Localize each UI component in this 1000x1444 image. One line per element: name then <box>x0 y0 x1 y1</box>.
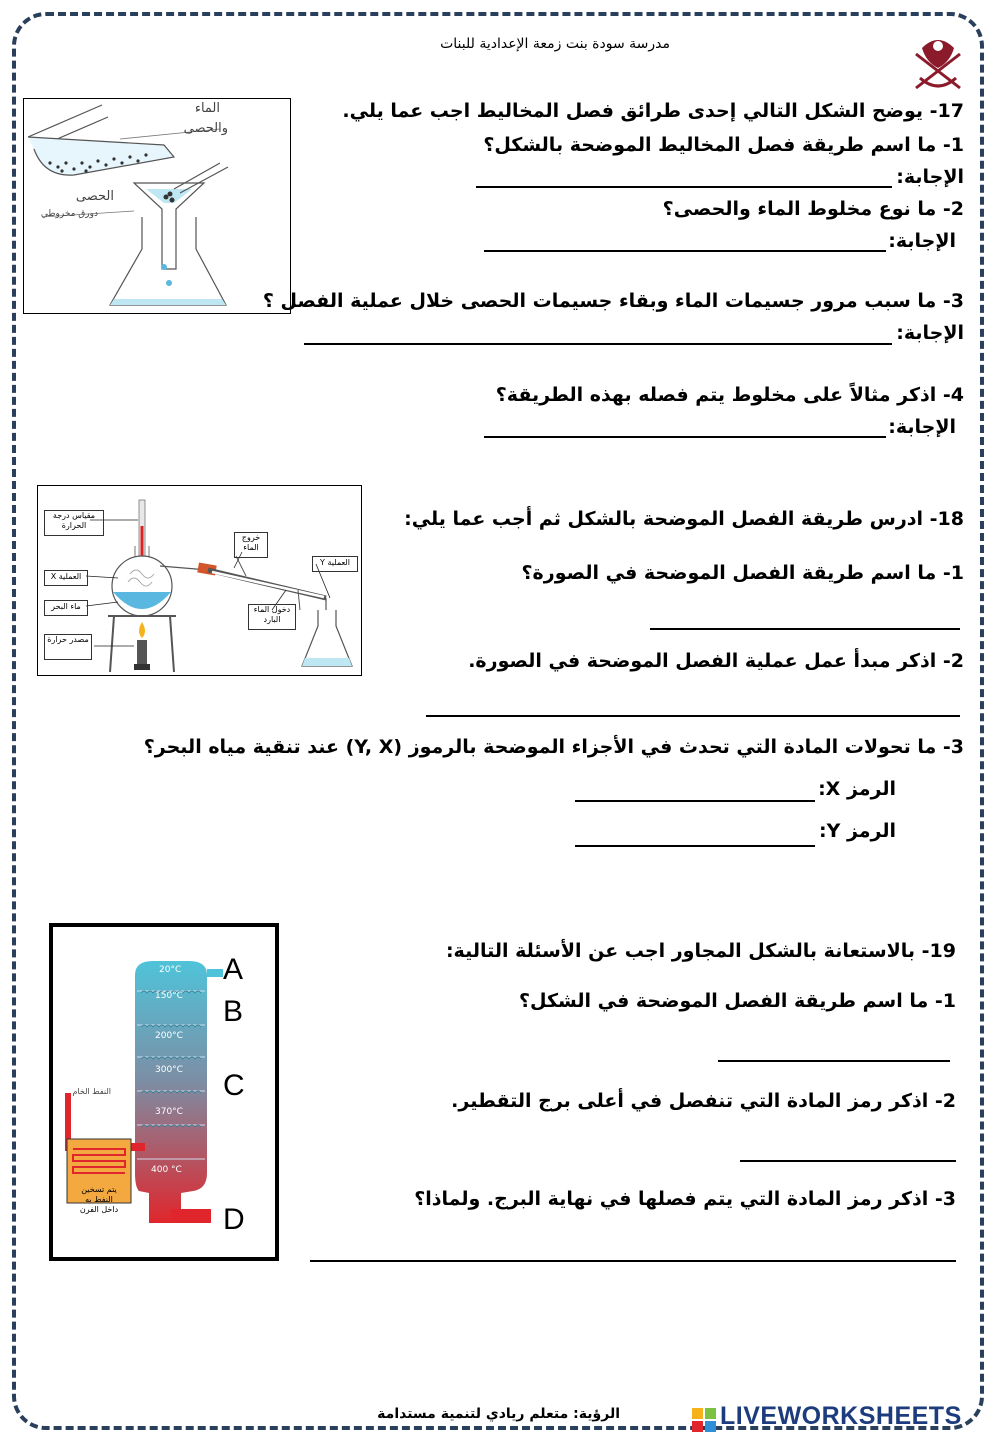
q17-s3-answer-line[interactable] <box>304 343 892 345</box>
q18-s1: 1- ما اسم طريقة الفصل الموضحة في الصورة؟ <box>521 562 964 584</box>
q17-s4-answer-label: الإجابة: <box>888 416 956 438</box>
label-water-gravel: والحصى <box>183 121 228 136</box>
q19-title: 19- بالاستعانة بالشكل المجاور اجب عن الأسئلة التالية: <box>445 940 956 962</box>
q18-s2-answer-line[interactable] <box>426 715 960 717</box>
label-furnace-1: يتم تسخين <box>81 1185 117 1194</box>
q17-s2-answer-line[interactable] <box>484 250 886 252</box>
fractional-distillation-figure <box>49 923 279 1261</box>
q18-s3: 3- ما تحولات المادة التي تحدث في الأجزاء الموضحة بالرموز (Y, X) عند تنقية مياه البحر؟ <box>143 736 964 758</box>
q17-s2-answer-label: الإجابة: <box>888 230 956 252</box>
letter-a: A <box>223 953 244 986</box>
label-furnace-2: النفط به <box>85 1195 113 1204</box>
distillation-figure <box>37 485 362 676</box>
q17-s3: 3- ما سبب مرور جسيمات الماء وبقاء جسيمات الحصى خلال عملية الفصل ؟ <box>262 290 964 312</box>
label-conical-flask: دورق مخروطي <box>40 209 98 219</box>
q17-s2: 2- ما نوع مخلوط الماء والحصى؟ <box>662 198 964 220</box>
q17-s1-answer-line[interactable] <box>476 186 892 188</box>
q19-s1-answer-line[interactable] <box>718 1060 950 1062</box>
temp-200: 200°C <box>155 1031 183 1041</box>
temp-20: 20°C <box>159 965 182 975</box>
q17-title: 17- يوضح الشكل التالي إحدى طرائق فصل المخاليط اجب عما يلي. <box>342 100 964 122</box>
temp-150: 150°C <box>155 991 183 1001</box>
label-sea-water: ماء البحر <box>44 600 88 616</box>
label-water-out: خروج الماء <box>234 532 268 558</box>
label-thermometer: مقياس درجة الحرارة <box>44 510 104 536</box>
q18-symbol-x-answer-line[interactable] <box>575 800 815 802</box>
filtration-diagram <box>24 99 290 313</box>
filtration-figure <box>23 98 291 314</box>
q18-s2: 2- اذكر مبدأ عمل عملية الفصل الموضحة في الصورة. <box>468 650 964 672</box>
q19-s2: 2- اذكر رمز المادة التي تنفصل في أعلى برج التقطير. <box>451 1090 956 1112</box>
q17-s4: 4- اذكر مثالاً على مخلوط يتم فصله بهذه الطريقة؟ <box>495 384 964 406</box>
letter-b: B <box>223 995 244 1028</box>
q17-s1: 1- ما اسم طريقة فصل المخاليط الموضحة بالشكل؟ <box>483 134 964 156</box>
letter-d: D <box>223 1203 245 1236</box>
q17-s3-answer-label: الإجابة: <box>896 322 964 344</box>
q18-title: 18- ادرس طريقة الفصل الموضحة بالشكل ثم أجب عما يلي: <box>404 508 964 530</box>
q19-s3: 3- اذكر رمز المادة التي يتم فصلها في نهاية البرج. ولماذا؟ <box>414 1188 956 1210</box>
label-gravel: الحصى <box>75 189 114 204</box>
q18-symbol-x-label: الرمز X: <box>818 778 896 800</box>
temp-300: 300°C <box>155 1065 183 1075</box>
q17-s1-answer-label: الإجابة: <box>896 166 964 188</box>
q18-symbol-y-label: الرمز Y: <box>818 820 896 842</box>
q17-s4-answer-line[interactable] <box>484 436 886 438</box>
school-name: مدرسة سودة بنت زمعة الإعدادية للبنات <box>440 36 670 52</box>
label-furnace-3: داخل الفرن <box>79 1205 119 1214</box>
label-process-y: العملية Y <box>312 556 358 572</box>
label-heat-source: مصدر حرارة <box>44 634 92 660</box>
letter-c: C <box>223 1069 245 1102</box>
q18-s1-answer-line[interactable] <box>650 628 960 630</box>
label-crude-oil: النفط الخام <box>72 1087 111 1096</box>
temp-400: 400 °C <box>151 1165 182 1175</box>
label-cold-water-in: دخول الماء البارد <box>248 604 296 630</box>
q19-s2-answer-line[interactable] <box>740 1160 956 1162</box>
school-emblem-icon <box>910 28 966 96</box>
liveworksheets-logo-icon <box>692 1408 716 1432</box>
label-process-x: العملية X <box>44 570 88 586</box>
temp-370: 370°C <box>155 1107 183 1117</box>
label-water: الماء <box>194 101 220 116</box>
q19-s1: 1- ما اسم طريقة الفصل الموضحة في الشكل؟ <box>518 990 956 1012</box>
q18-symbol-y-answer-line[interactable] <box>575 845 815 847</box>
liveworksheets-brand[interactable]: LIVEWORKSHEETS <box>720 1402 962 1430</box>
q19-s3-answer-line[interactable] <box>310 1260 956 1262</box>
vision-statement: الرؤية: متعلم ريادي لتنمية مستدامة <box>377 1406 620 1422</box>
